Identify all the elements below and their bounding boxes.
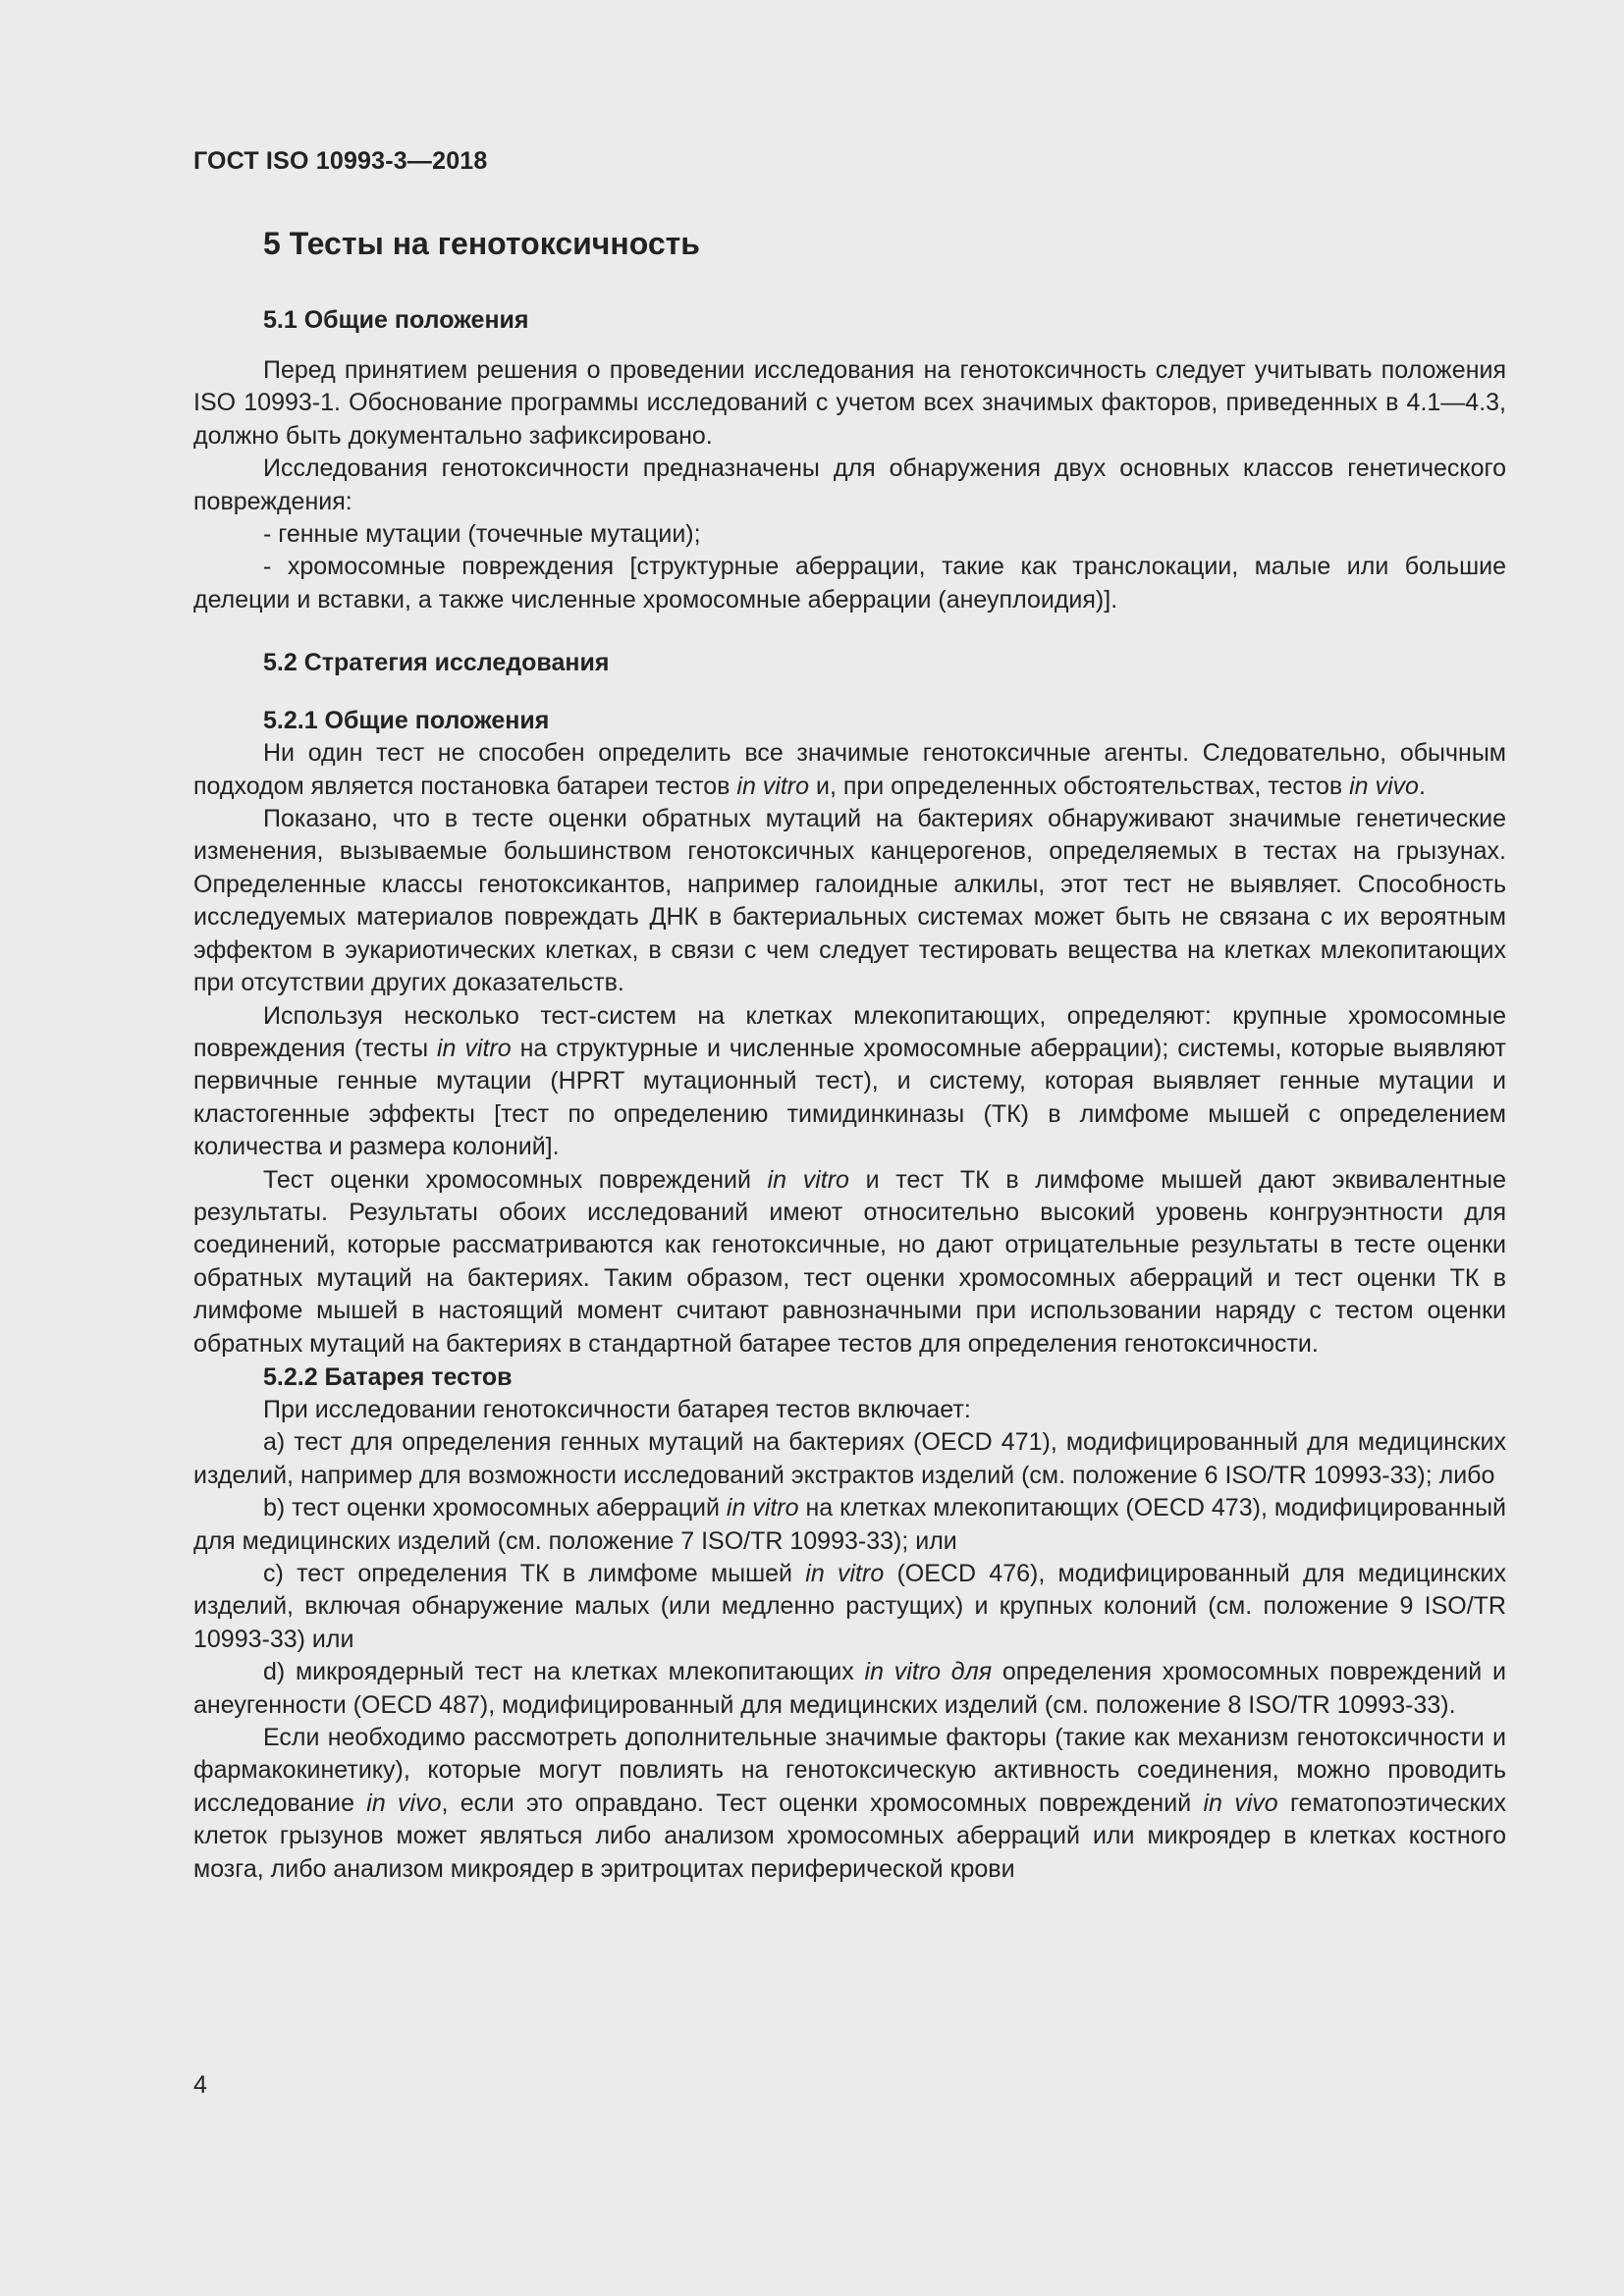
section-title: 5 Тесты на генотоксичность [263,226,700,261]
list-item: c) тест определения ТК в лимфоме мышей in vitro (OECD 476), модифицированный для медицинских изделий, включая обнаружение малых (или медленно растущих) и крупных колоний (см. положение 9 ISO/TR 10993-33) или [193,1560,1507,1653]
paragraph: Если необходимо рассмотреть дополнительные значимые факторы (такие как механизм генотоксичности и фармакокинетику), которые могут повлиять на генотоксическую активность соединения, можно проводить исследование in vivo, если это оправдано. Тест оценки хромосомных повреждений in vivo гематопоэтических клеток грызунов может являться либо анализом хромосомных аберраций или микроядер в клетках костного мозга, либо анализом микроядер в эритроцитах периферической крови [193,1724,1506,1883]
list-item: - генные мутации (точечные мутации); [263,520,701,549]
subsection-heading-5-2: 5.2 Стратегия исследования [263,649,610,677]
subsection-heading-5-2-2: 5.2.2 Батарея тестов [263,1362,513,1391]
paragraph: Тест оценки хромосомных повреждений in vitro и тест ТК в лимфоме мышей дают эквивалентные результаты. Результаты обоих исследований имеют относительно высокий уровень конгруэнтности для соединений, которые рассматриваются как генотоксичные, но дают отрицательные результаты в тесте оценки обратных мутаций на бактериях. Таким образом, тест оценки хромосомных аберраций и тест оценки ТК в лимфоме мышей в настоящий момент считают равнозначными при использовании наряду с тестом оценки обратных мутаций на бактериях в стандартной батарее тестов для определения генотоксичности. [193,1165,1507,1358]
list-item: - хромосомные повреждения [структурные аберрации, такие как транслокации, малые или большие делеции и вставки, а также численные хромосомные аберрации (анеуплоидия)]. [193,553,1506,614]
list-item: d) микроядерный тест на клетках млекопитающих in vitro для определения хромосомных повреждений и анеугенности (OECD 487), модифицированный для медицинских изделий (см. положение 8 ISO/TR 10993-33). [193,1658,1506,1719]
subsection-heading-5-2-1: 5.2.1 Общие положения [263,707,550,735]
paragraph: Ни один тест не способен определить все значимые генотоксичные агенты. Следовательно, обычным подходом является постановка батареи тестов in vitro и, при определенных обстоятельствах, тестов in vivo. [193,739,1506,800]
document-code-header: ГОСТ ISO 10993-3—2018 [193,147,488,175]
paragraph: Используя несколько тест-систем на клетках млекопитающих, определяют: крупные хромосомные повреждения (тесты in vitro на структурные и численные хромосомные аберрации); системы, которые выявляют первичные генные мутации (HPRT мутационный тест), и систему, которая выявляет генные мутации и кластогенные эффекты [тест по определению тимидинкиназы (ТК) в лимфоме мышей с определением количества и размера колоний]. [193,1001,1507,1161]
list-item: b) тест оценки хромосомных аберраций in vitro на клетках млекопитающих (OECD 473), модифицированный для медицинских изделий (см. положение 7 ISO/TR 10993-33); или [193,1494,1507,1555]
list-item: а) тест для определения генных мутаций на бактериях (OECD 471), модифицированный для медицинских изделий, например для возможности исследований экстрактов изделий (см. положение 6 ISO/TR 10993-33); либо [193,1428,1506,1489]
page-number: 4 [193,2071,207,2099]
subsection-heading-5-1: 5.1 Общие положения [263,306,529,334]
paragraph: Перед принятием решения о проведении исследования на генотоксичность следует учитывать положения ISO 10993-1. Обоснование программы исследований с учетом всех значимых факторов, приведенных в 4.1—4.3, должно быть документально зафиксировано. [193,356,1506,450]
paragraph: Исследования генотоксичности предназначены для обнаружения двух основных классов генетического повреждения: [193,454,1506,515]
paragraph: Показано, что в тесте оценки обратных мутаций на бактериях обнаруживают значимые генетические изменения, вызываемые большинством генотоксичных канцерогенов, определяемых в тестах на грызунах. Определенные классы генотоксикантов, например галоидные алкилы, этот тест не выявляет. Способность исследуемых материалов повреждать ДНК в бактериальных системах может быть не связана с их вероятным эффектом в эукариотических клетках, в связи с чем следует тестировать вещества на клетках млекопитающих при отсутствии других доказательств. [193,805,1506,997]
paragraph: При исследовании генотоксичности батарея тестов включает: [263,1395,971,1423]
page-content [193,222,1506,1886]
